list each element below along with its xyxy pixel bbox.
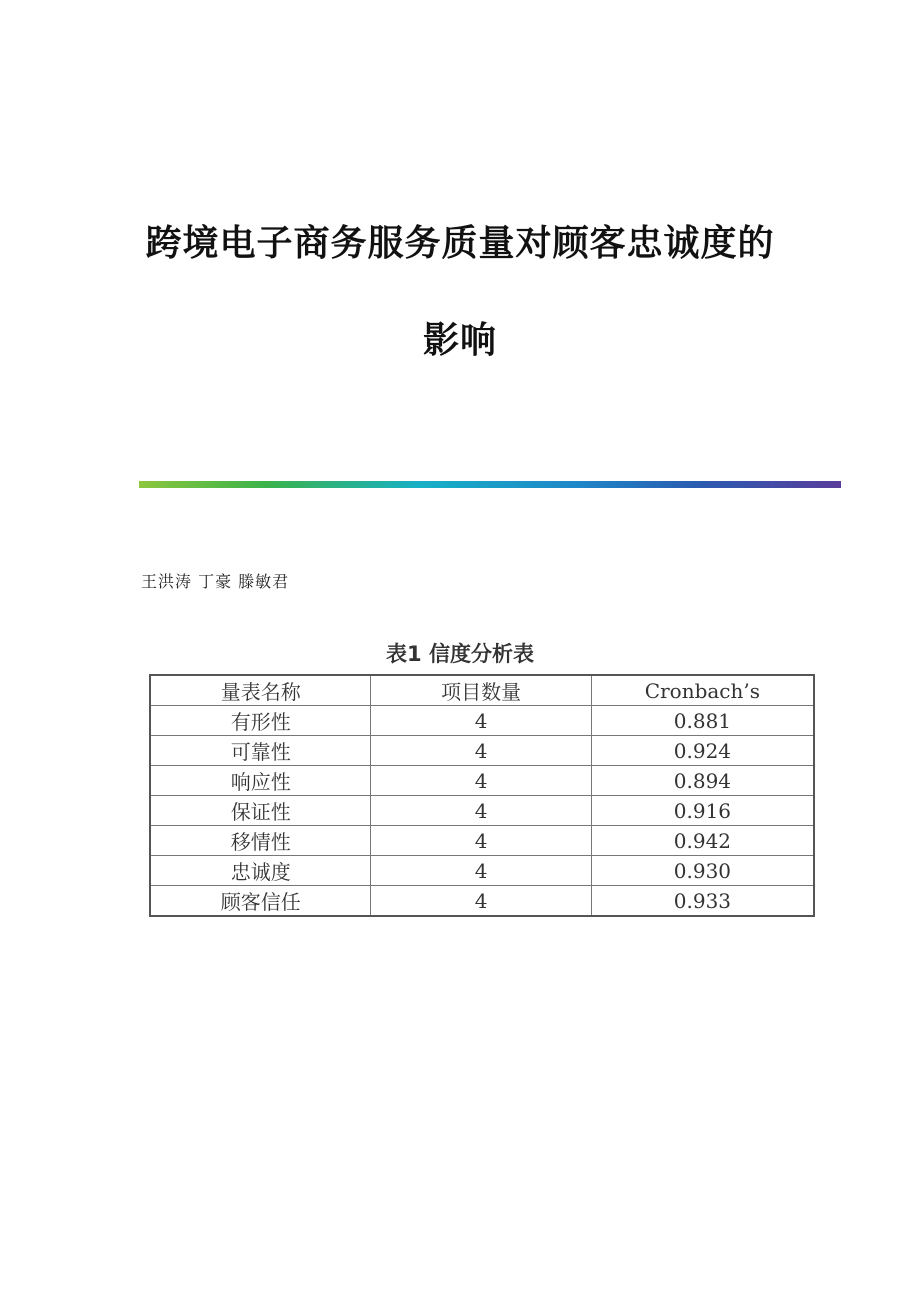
authors: 王洪涛 丁豪 滕敏君 — [141, 572, 290, 591]
header-item-count: 项目数量 — [371, 675, 591, 706]
table-row — [150, 856, 814, 886]
cell-item-count: 4 — [371, 736, 591, 766]
cell-scale-name: 忠诚度 — [150, 856, 371, 886]
header-cronbach: Cronbach’s — [591, 675, 814, 706]
cell-cronbach: 0.930 — [591, 856, 814, 886]
table-row — [150, 796, 814, 826]
cell-scale-name: 有形性 — [150, 706, 371, 736]
document-title-line-1: 跨境电子商务服务质量对顾客忠诚度的 — [145, 223, 775, 264]
reliability-table — [149, 674, 815, 917]
table-row — [150, 886, 814, 917]
cell-item-count: 4 — [371, 826, 591, 856]
gradient-divider — [139, 481, 841, 488]
cell-item-count: 4 — [371, 886, 591, 917]
document-title-line-2: 影响 — [422, 320, 497, 361]
header-scale-name: 量表名称 — [150, 675, 371, 706]
table-row — [150, 826, 814, 856]
cell-item-count: 4 — [371, 856, 591, 886]
cell-cronbach: 0.881 — [591, 706, 814, 736]
table-header-row — [150, 675, 814, 706]
cell-item-count: 4 — [371, 706, 591, 736]
cell-scale-name: 响应性 — [150, 766, 371, 796]
cell-cronbach: 0.933 — [591, 886, 814, 917]
table-row — [150, 706, 814, 736]
cell-cronbach: 0.894 — [591, 766, 814, 796]
cell-cronbach: 0.924 — [591, 736, 814, 766]
table-row — [150, 766, 814, 796]
table-row — [150, 736, 814, 766]
cell-scale-name: 顾客信任 — [150, 886, 371, 917]
cell-scale-name: 可靠性 — [150, 736, 371, 766]
cell-item-count: 4 — [371, 766, 591, 796]
cell-cronbach: 0.916 — [591, 796, 814, 826]
table-caption: 表1 信度分析表 — [386, 642, 534, 666]
cell-cronbach: 0.942 — [591, 826, 814, 856]
cell-scale-name: 保证性 — [150, 796, 371, 826]
cell-scale-name: 移情性 — [150, 826, 371, 856]
cell-item-count: 4 — [371, 796, 591, 826]
